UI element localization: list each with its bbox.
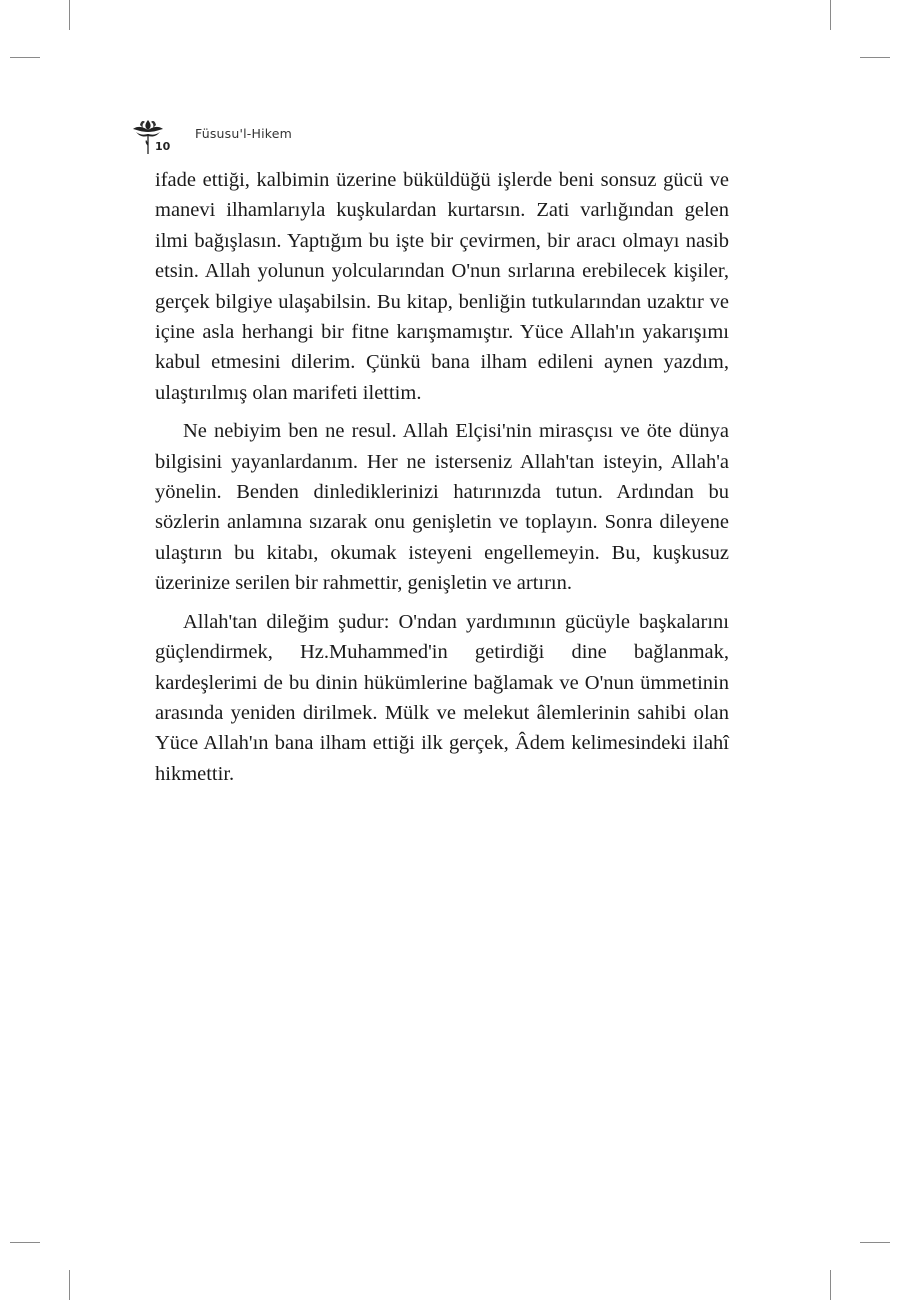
paragraph: ifade ettiği, kalbimin üzerine büküldüğü işlerde beni sonsuz gücü ve manevi ilhamlarıyla kuşkulardan kurtarsın. Zati varlığından gelen ilmi bağışlasın. Yaptığım bu işte bir çevirmen, bir aracı olmayı nasib etsin. Allah yolunun yolcularından O'nun sırlarına erebilecek kişiler, gerçek bilgiye ulaşabilsin. Bu kitap, benliğin tutkularından uzaktır ve içine asla herhangi bir fitne karışmamıştır. Yüce Allah'ın yakarışımı kabul etmesini dilerim. Çünkü bana ilham edileni aynen yazdım, ulaştırılmış olan marifeti ilettim. (155, 169, 729, 404)
crop-mark-top-left-h (10, 57, 40, 58)
page-number: 10 (155, 140, 171, 153)
crop-mark-bottom-left (69, 1270, 70, 1300)
crop-mark-bottom-left-h (10, 1242, 40, 1243)
running-header (128, 116, 528, 156)
crop-mark-bottom-right (830, 1270, 831, 1300)
crop-mark-bottom-right-h (860, 1242, 890, 1243)
body-text (155, 165, 729, 797)
paragraph: Allah'tan dileğim şudur: O'ndan yardımının gücüyle başkalarını güçlendirmek, Hz.Muhammed'in getirdiği dine bağlanmak, kardeşlerimi de bu dinin hükümlerine bağlamak ve O'nun ümmetinin arasında yeniden dirilmek. Mülk ve melekut âlemlerinin sahibi olan Yüce Allah'ın bana ilham ettiği ilk gerçek, Âdem kelimesindeki ilahî hikmettir. (155, 610, 729, 785)
paragraph: Ne nebiyim ben ne resul. Allah Elçisi'nin mirasçısı ve öte dünya bilgisini yayanlardanım. Her ne isterseniz Allah'tan isteyin, Allah'a yönelin. Benden dinlediklerinizi hatırınızda tutun. Ardından bu sözlerin anlamına sızarak onu genişletin ve toplayın. Sonra dileyene ulaştırın bu kitabı, okumak isteyeni engellemeyin. Bu, kuşkusuz üzerinize serilen bir rahmettir, genişletin ve artırın. (155, 420, 729, 595)
running-title: Füsusu'l-Hikem (195, 126, 293, 141)
crop-mark-top-right (830, 0, 831, 30)
crop-mark-top-right-h (860, 57, 890, 58)
crop-mark-top-left (69, 0, 70, 30)
